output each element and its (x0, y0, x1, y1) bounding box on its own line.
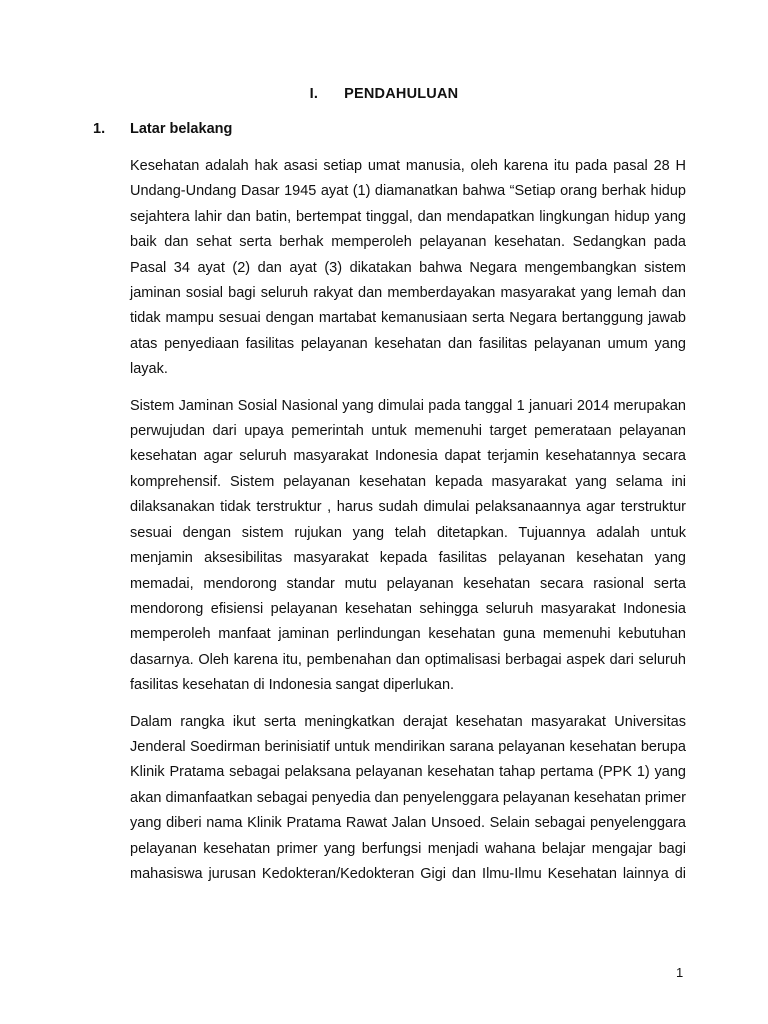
section-title: Latar belakang (130, 121, 233, 137)
section-number: 1. (93, 121, 106, 137)
page-number: 1 (676, 965, 684, 980)
chapter-title (0, 86, 768, 102)
chapter-number: I. (309, 86, 319, 102)
chapter-title-text: PENDAHULUAN (344, 86, 459, 102)
section-heading (93, 121, 232, 137)
paragraph-2: Sistem Jaminan Sosial Nasional yang dimulai pada tanggal 1 januari 2014 merupakan perwujudan dari upaya pemerintah untuk memenuhi target pemerataan pelayanan kesehatan agar seluruh masyarakat Indonesia dapat terjamin kesehatannya secara komprehensif. Sistem pelayanan kesehatan kepada masyarakat yang selama ini dilaksanakan tidak terstruktur , harus sudah dimulai pelaksanaannya agar terstruktur sesuai dengan sistem rujukan yang telah ditetapkan. Tujuannya adalah untuk menjamin aksesibilitas masyarakat kepada fasilitas pelayanan kesehatan yang memadai, mendorong standar mutu pelayanan kesehatan secara rasional serta mendorong efisiensi pelayanan kesehatan sehingga seluruh masyarakat Indonesia memperoleh manfaat jaminan perlindungan kesehatan guna memenuhi kebutuhan dasarnya. Oleh karena itu, pembenahan dan optimalisasi berbagai aspek dari seluruh fasilitas kesehatan di Indonesia sangat diperlukan. (130, 397, 686, 694)
body-text (130, 154, 686, 898)
paragraph-3: Dalam rangka ikut serta meningkatkan derajat kesehatan masyarakat Universitas Jenderal Soedirman berinisiatif untuk mendirikan sarana pelayanan kesehatan berupa Klinik Pratama sebagai pelaksana pelayanan kesehatan tahap pertama (PPK 1) yang akan dimanfaatkan sebagai penyedia dan penyelenggara pelayanan kesehatan primer yang diberi nama Klinik Pratama Rawat Jalan Unsoed. Selain sebagai penyelenggara pelayanan kesehatan primer yang berfungsi menjadi wahana belajar mengajar bagi mahasiswa jurusan Kedokteran/Kedokteran Gigi dan Ilmu-Ilmu Kesehatan lainnya di (130, 713, 686, 882)
paragraph-1: Kesehatan adalah hak asasi setiap umat manusia, oleh karena itu pada pasal 28 H Undang-Undang Dasar 1945 ayat (1) diamanatkan bahwa “Setiap orang berhak hidup sejahtera lahir dan batin, bertempat tinggal, dan mendapatkan lingkungan hidup yang baik dan sehat serta berhak memperoleh pelayanan kesehatan. Sedangkan pada Pasal 34 ayat (2) dan ayat (3) dikatakan bahwa Negara mengembangkan sistem jaminan sosial bagi seluruh rakyat dan memberdayakan masyarakat yang lemah dan tidak mampu sesuai dengan martabat kemanusiaan serta Negara bertanggung jawab atas penyediaan fasilitas pelayanan kesehatan dan fasilitas pelayanan umum yang layak. (130, 158, 686, 378)
